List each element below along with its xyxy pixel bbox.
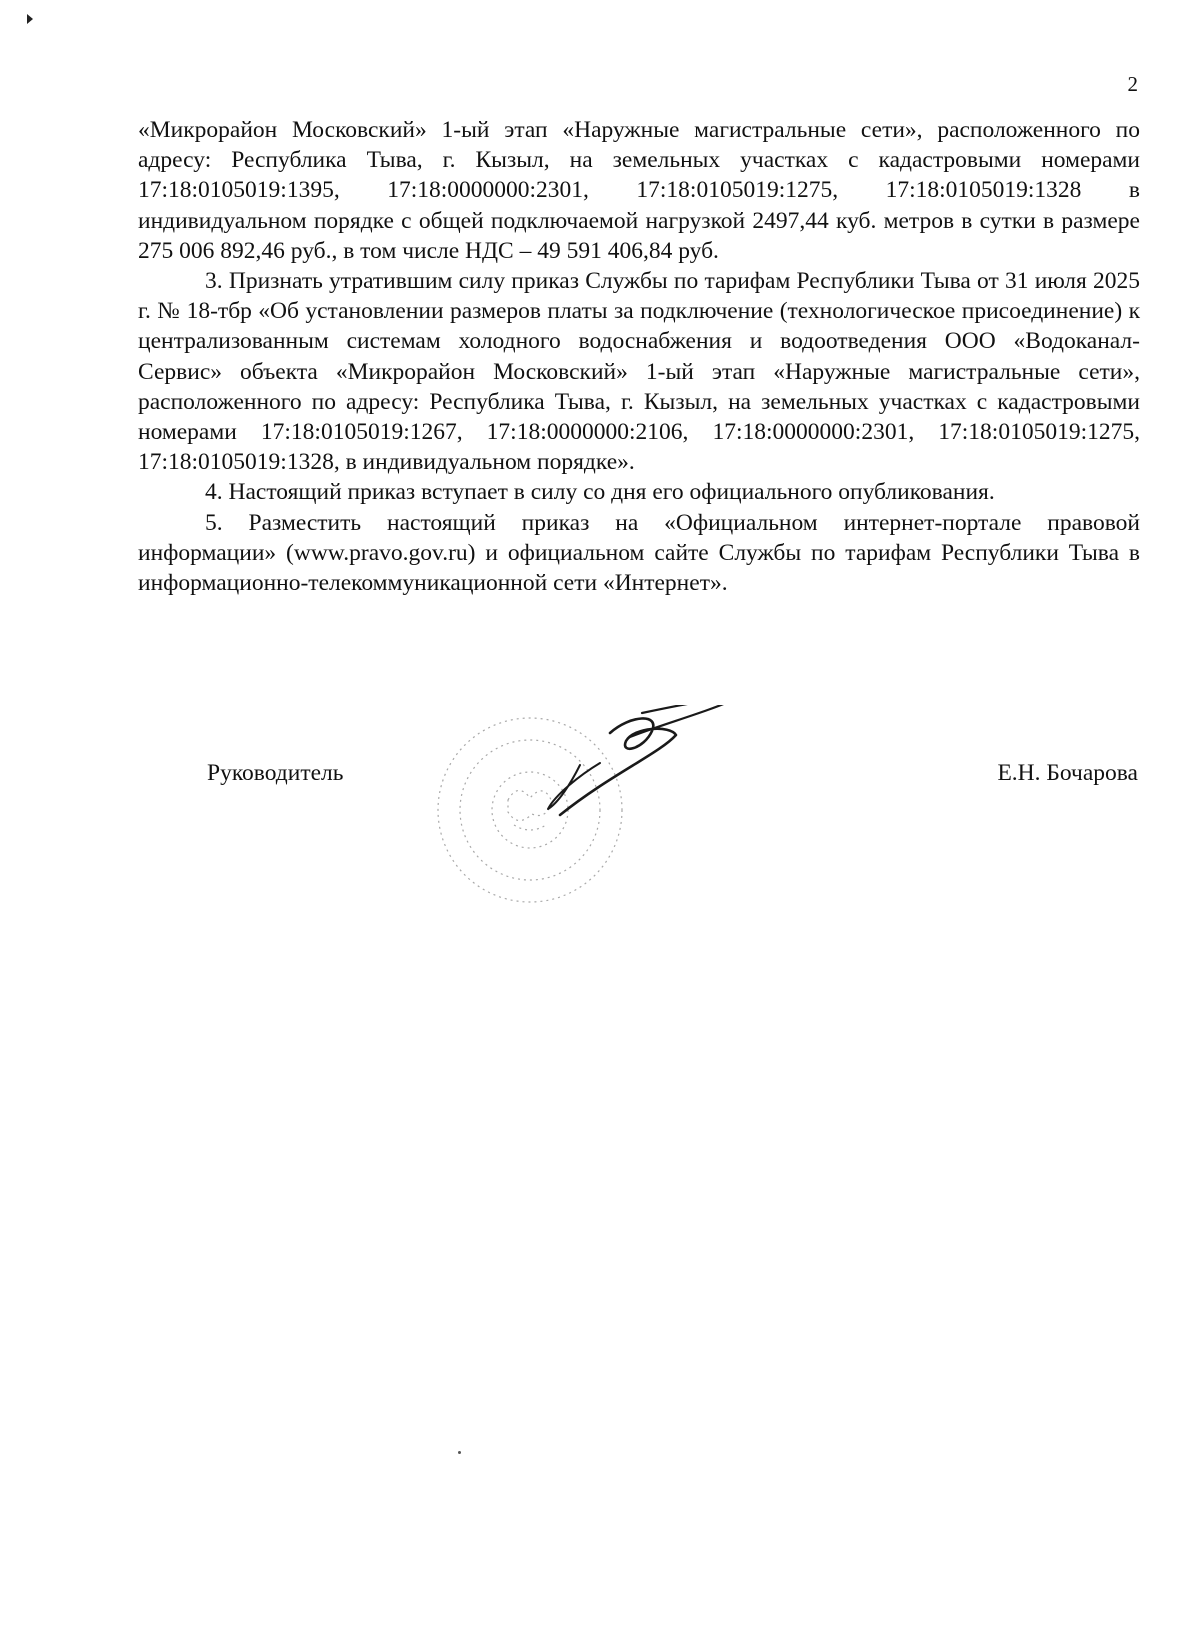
seal-and-signature: [430, 705, 790, 965]
paragraph-continuation: «Микрорайон Московский» 1-ый этап «Наружные магистральные сети», расположенного по адресу: Республика Тыва, г. Кызыл, на земельных участках с кадастровыми номерами 17:18:0105019:1395, 17:18:0000000:2301, 17:18:0105019:1275, 17:18:0105019:1328 в индивидуальном порядке с общей подключаемой нагрузкой 2497,44 куб. метров в сутки в размере 275 006 892,46 руб., в том числе НДС – 49 591 406,84 руб.: [138, 117, 1140, 264]
signatory-name: Е.Н. Бочарова: [997, 760, 1138, 786]
paragraph-item-3: 3. Признать утратившим силу приказ Службы по тарифам Республики Тыва от 31 июля 2025 г. № 18-тбр «Об установлении размеров платы за подключение (технологическое присоединение) к централизованным системам холодного водоснабжения и водоотведения ООО «Водоканал-Сервис» объекта «Микрорайон Московский» 1-ый этап «Наружные магистральные сети», расположенного по адресу: Республика Тыва, г. Кызыл, на земельных участках с кадастровыми номерами 17:18:0105019:1267, 17:18:0000000:2106, 17:18:0000000:2301, 17:18:0105019:1275, 17:18:0105019:1328, в индивидуальном порядке».: [138, 268, 1140, 476]
signatory-role: Руководитель: [207, 760, 344, 786]
paragraph-item-4: 4. Настоящий приказ вступает в силу со дня его официального опубликования.: [205, 479, 995, 506]
page-number: 2: [1127, 72, 1138, 96]
signature-block: [0, 760, 1200, 800]
paragraph-item-5: 5. Разместить настоящий приказ на «Официальном интернет-портале правовой информации» (www.pravo.gov.ru) и официальном сайте Службы по тарифам Республики Тыва в информационно-телекоммуникационной сети «Интернет».: [138, 509, 1140, 597]
scan-mark-icon: [27, 14, 33, 24]
seal-stamp-icon: [438, 718, 622, 902]
scan-speck: [458, 1451, 461, 1454]
document-body: [138, 115, 1140, 598]
